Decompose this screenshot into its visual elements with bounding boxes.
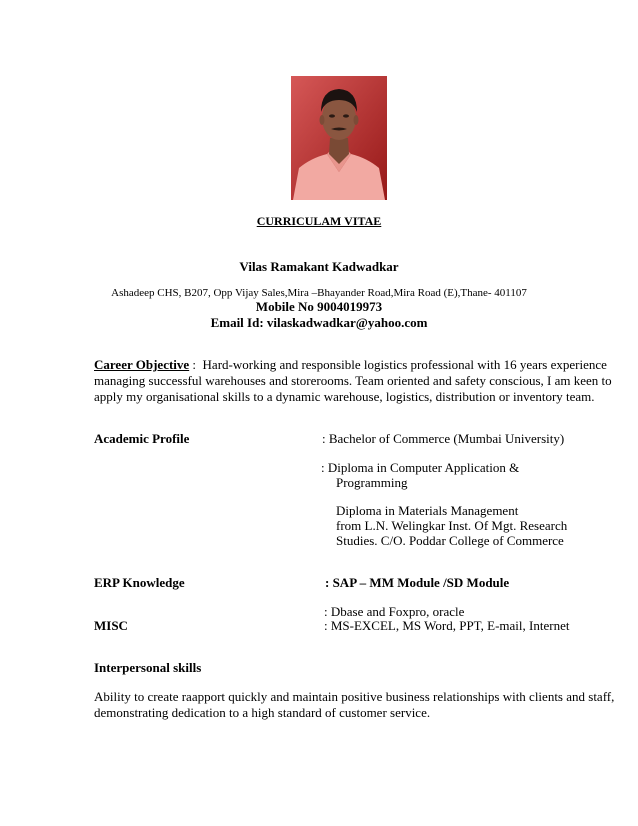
document-title: CURRICULAM VITAE bbox=[256, 214, 382, 228]
academic-item-3-line3: Studies. C/O. Poddar College of Commerce bbox=[336, 533, 564, 548]
interpersonal-skills-line2: demonstrating dedication to a high standard of customer service. bbox=[94, 705, 431, 720]
academic-item-2-line1: : Diploma in Computer Application & bbox=[321, 460, 520, 475]
academic-item-2-line2: Programming bbox=[336, 475, 408, 490]
academic-item-3-line1: Diploma in Materials Management bbox=[336, 503, 519, 518]
person-portrait-photo-icon bbox=[291, 76, 387, 200]
misc-line-2: : MS-EXCEL, MS Word, PPT, E-mail, Internet bbox=[324, 618, 570, 633]
email-address: Email Id: vilaskadwadkar@yahoo.com bbox=[210, 315, 428, 330]
mobile-number: Mobile No 9004019973 bbox=[255, 299, 383, 314]
academic-item-1: : Bachelor of Commerce (Mumbai University) bbox=[322, 431, 565, 446]
academic-profile-label: Academic Profile bbox=[94, 431, 190, 446]
career-objective-label: Career Objective bbox=[94, 357, 190, 372]
profile-photo bbox=[291, 76, 387, 200]
misc-label: MISC bbox=[94, 618, 128, 633]
career-objective-text-1: Hard-working and responsible logistics professional with 16 years experience bbox=[202, 357, 607, 372]
career-objective-line1 bbox=[94, 357, 607, 372]
career-objective-line3: apply my organisational skills to a dynamic warehouse, logistics, distribution or inventory team. bbox=[94, 389, 595, 404]
interpersonal-skills-line1: Ability to create raapport quickly and maintain positive business relationships with clients and staff, bbox=[94, 689, 615, 704]
career-objective-line2: managing successful warehouses and storerooms. Team oriented and safety conscious, I am keen to bbox=[94, 373, 612, 388]
address: Ashadeep CHS, B207, Opp Vijay Sales,Mira –Bhayander Road,Mira Road (E),Thane- 401107 bbox=[111, 287, 527, 299]
career-objective-sep: : bbox=[189, 357, 197, 372]
erp-knowledge-value: : SAP – MM Module /SD Module bbox=[325, 575, 510, 590]
misc-line-1: : Dbase and Foxpro, oracle bbox=[324, 604, 465, 619]
erp-knowledge-label: ERP Knowledge bbox=[94, 575, 185, 590]
interpersonal-skills-label: Interpersonal skills bbox=[94, 660, 202, 675]
candidate-name: Vilas Ramakant Kadwadkar bbox=[239, 259, 399, 274]
academic-item-3-line2: from L.N. Welingkar Inst. Of Mgt. Research bbox=[336, 518, 568, 533]
